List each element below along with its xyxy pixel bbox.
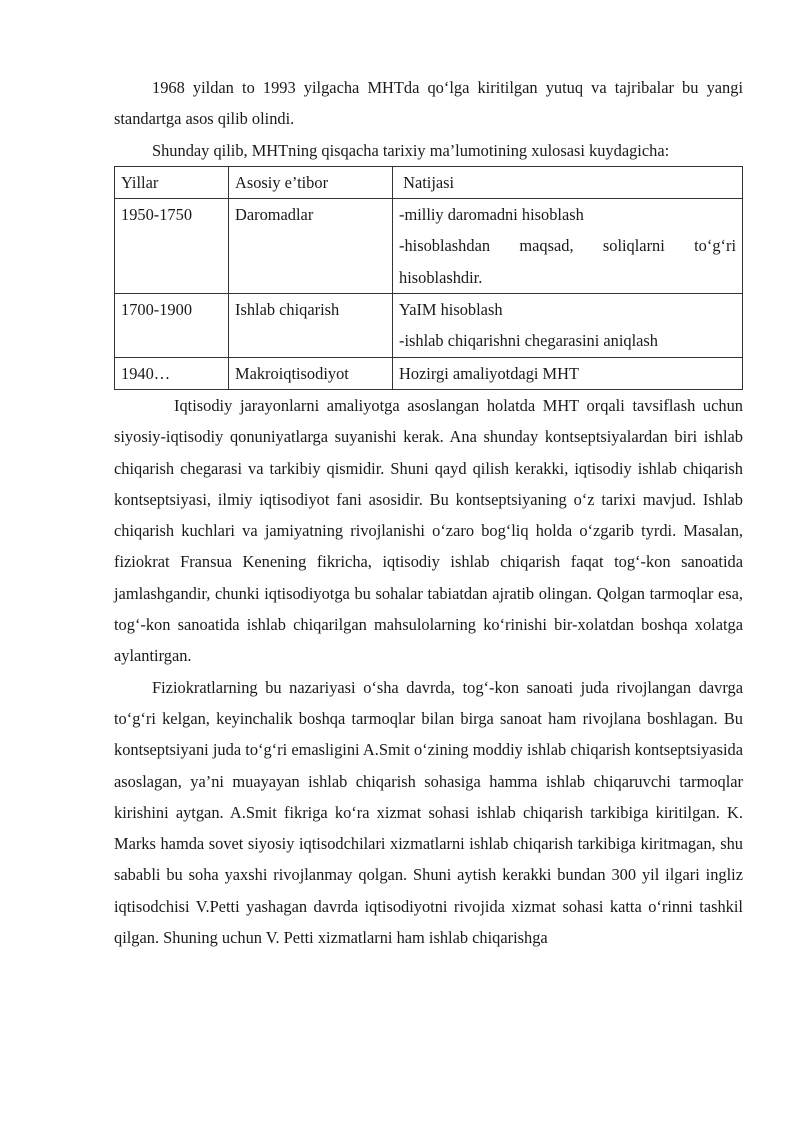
table-row bbox=[115, 357, 743, 389]
history-table bbox=[114, 166, 743, 390]
intro-paragraph-2: Shunday qilib, MHTning qisqacha tarixiy ma’lumotining xulosasi kuydagicha: bbox=[152, 140, 670, 160]
row-result bbox=[393, 199, 743, 294]
row-focus: Makroiqtisodiyot bbox=[229, 357, 393, 389]
table-row bbox=[115, 294, 743, 358]
result-line: -ishlab chiqarishni chegarasini aniqlash bbox=[399, 331, 658, 351]
row-result bbox=[393, 294, 743, 358]
result-line: -hisoblashdan maqsad, soliqlarni to‘g‘ri hisoblashdir. bbox=[399, 236, 736, 287]
row-year: 1950-1750 bbox=[115, 199, 229, 294]
result-line: -milliy daromadni hisoblash bbox=[399, 205, 584, 225]
row-focus: Ishlab chiqarish bbox=[229, 294, 393, 358]
table-row bbox=[115, 199, 743, 294]
intro-paragraph-1: 1968 yildan to 1993 yilgacha MHTda qo‘lga kiritilgan yutuq va tajribalar bu yangi standartga asos qilib olindi. bbox=[114, 78, 743, 129]
header-result-label: Natijasi bbox=[403, 172, 455, 192]
body-paragraph-2: Fiziokratlarning bu nazariyasi o‘sha davrda, tog‘-kon sanoati juda rivojlangan davrga to‘g‘ri kelgan, keyinchalik boshqa tarmoqlar bilan birga sanoat ham rivojlana boshlagan. Bu kontseptsiyani juda to‘g‘ri emasligini A.Smit o‘zining moddiy ishlab chiqarish kontseptsiyasida asoslagan, ya’ni muayayan ishlab chiqarish sohasiga hamma ishlab chiqaruvchi tarmoqlar kirishini aytgan. A.Smit fikriga ko‘ra xizmat sohasi ishlab chiqarish tarkibiga kiritilgan. K. Marks hamda sovet siyosiy iqtisodchilari xizmatlarni ishlab chiqarish tarkibiga kiritmagan, shu sababli bu soha yaxshi rivojlanmay qolgan. Shuni aytish kerakki bundan 300 yil ilgari ingliz iqtisodchisi V.Petti yashagan davrda iqtisodiyotni rivojida xizmat sohasi katta o‘rinni tashkil qilgan. Shuning uchun V. Petti xizmatlarni ham ishlab chiqarishga bbox=[114, 677, 743, 948]
header-years: Yillar bbox=[115, 166, 229, 198]
row-year: 1940… bbox=[115, 357, 229, 389]
header-result bbox=[393, 166, 743, 198]
document-page bbox=[114, 72, 743, 953]
table-header-row bbox=[115, 166, 743, 198]
row-result bbox=[393, 357, 743, 389]
body-paragraph-1: Iqtisodiy jarayonlarni amaliyotga asoslangan holatda MHT orqali tavsiflash uchun siyosiy-iqtisodiy qonuniyatlarga suyanishi kerak. Ana shunday kontseptsiyalardan biri ishlab chiqarish chegarasi va tarkibiy qismidir. Shuni qayd qilish kerakki, iqtisodiy ishlab chiqarish kontseptsiyasi, ilmiy iqtisodiyot fani asosidir. Bu kontseptsiyaning o‘z tarixi mavjud. Ishlab chiqarish kuchlari va jamiyatning rivojlanishi o‘zaro bog‘liq holda o‘zgarib tyrdi. Masalan, fiziokrat Fransua Kenening fikricha, iqtisodiy ishlab chiqarish faqat tog‘-kon sanoatida jamlashgandir, chunki iqtisodiyotga bu sohalar tabiatdan ajratib olingan. Qolgan tarmoqlar esa, tog‘-kon sanoatida ishlab chiqarilgan mahsulolarning ko‘rinishi bir-xolatdan boshqa xolatga aylantirgan. bbox=[114, 395, 743, 666]
header-focus: Asosiy e’tibor bbox=[229, 166, 393, 198]
row-focus: Daromadlar bbox=[229, 199, 393, 294]
result-line: Hozirgi amaliyotdagi MHT bbox=[399, 363, 579, 383]
row-year: 1700-1900 bbox=[115, 294, 229, 358]
result-line: YaIM hisoblash bbox=[399, 300, 503, 320]
